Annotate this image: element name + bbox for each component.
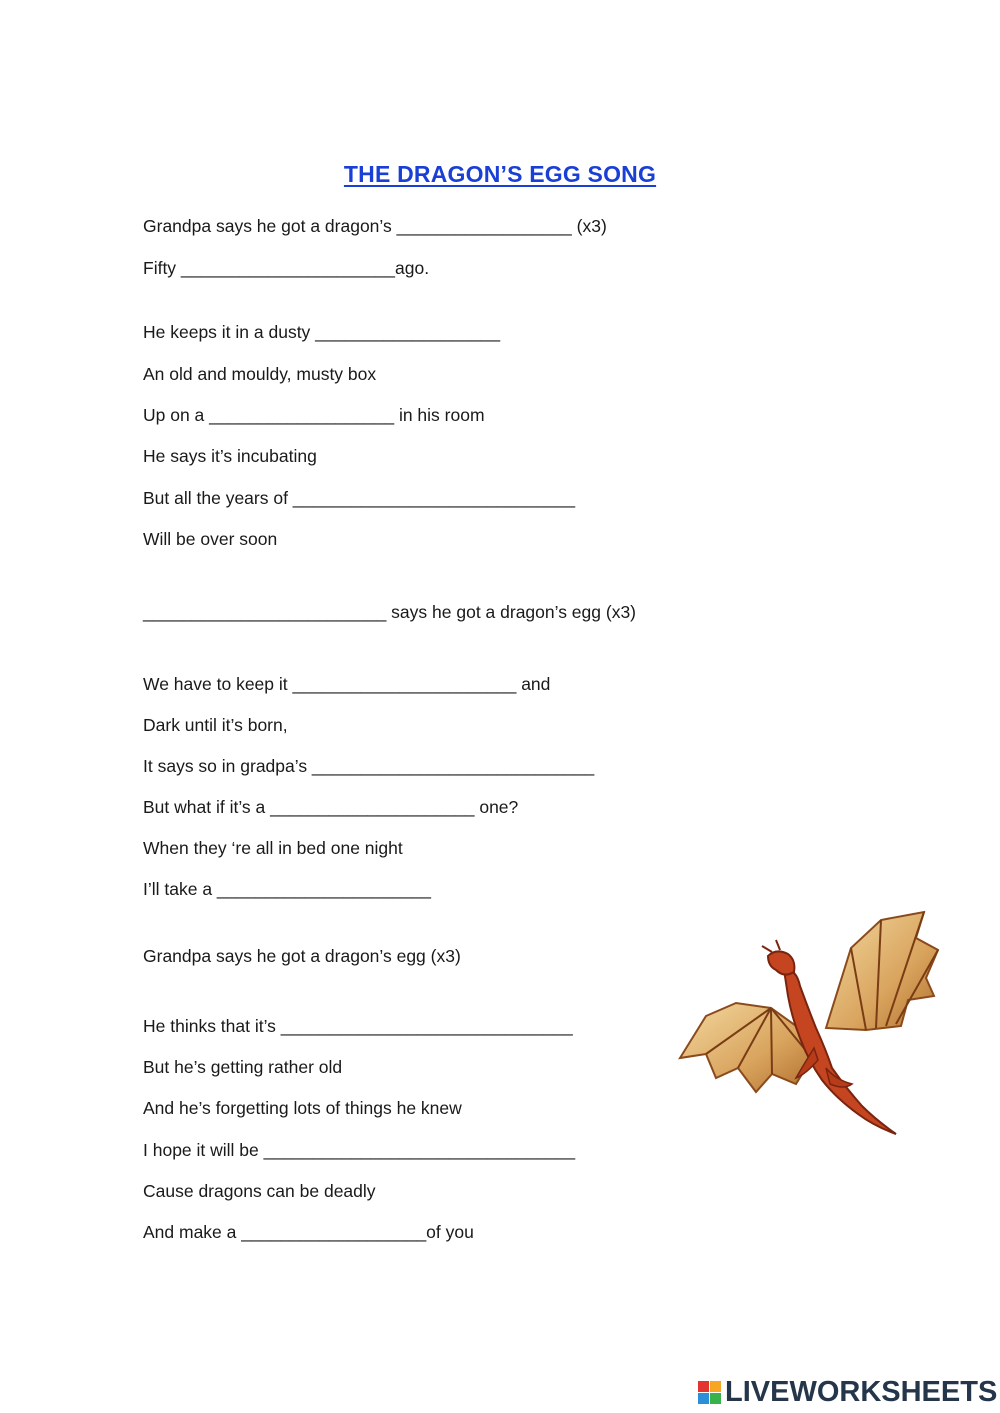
worksheet-title: THE DRAGON’S EGG SONG — [343, 161, 657, 187]
lyric-line: When they ‘re all in bed one night — [143, 838, 403, 858]
lyric-line: But all the years of _____________________________ — [143, 488, 576, 508]
lyric-line: He keeps it in a dusty ___________________ — [143, 322, 501, 342]
lyric-line: Dark until it’s born, — [143, 715, 288, 735]
liveworksheets-logo-icon — [697, 1378, 723, 1406]
lyric-line: Grandpa says he got a dragon’s __________________ (x3) — [143, 216, 607, 236]
liveworksheets-logo — [697, 1374, 997, 1410]
lyric-line: An old and mouldy, musty box — [143, 364, 377, 384]
dragon-illustration — [676, 908, 942, 1140]
lyric-line: I’ll take a ______________________ — [143, 879, 432, 899]
lyric-line: Fifty ______________________ago. — [143, 258, 430, 278]
lyric-line: He says it’s incubating — [143, 446, 317, 466]
lyric-line: He thinks that it’s ______________________________ — [143, 1016, 573, 1036]
lyric-line: Grandpa says he got a dragon’s egg (x3) — [143, 946, 461, 966]
lyric-line: Up on a ___________________ in his room — [143, 405, 485, 425]
lyric-line: I hope it will be ________________________________ — [143, 1140, 576, 1160]
lyric-line: But what if it’s a _____________________ one? — [143, 797, 519, 817]
lyric-line: Cause dragons can be deadly — [143, 1181, 376, 1201]
footer-brand: LIVEWORKSHEETS — [725, 1376, 998, 1408]
lyric-line: And make a ___________________of you — [143, 1222, 474, 1242]
lyric-line: We have to keep it _______________________ and — [143, 674, 551, 694]
lyric-line: _________________________ says he got a dragon’s egg (x3) — [143, 602, 637, 622]
lyric-line: Will be over soon — [143, 529, 278, 549]
lyric-line: And he’s forgetting lots of things he knew — [143, 1098, 462, 1118]
lyric-line: But he’s getting rather old — [143, 1057, 343, 1077]
lyric-line: It says so in gradpa’s _____________________________ — [143, 756, 595, 776]
